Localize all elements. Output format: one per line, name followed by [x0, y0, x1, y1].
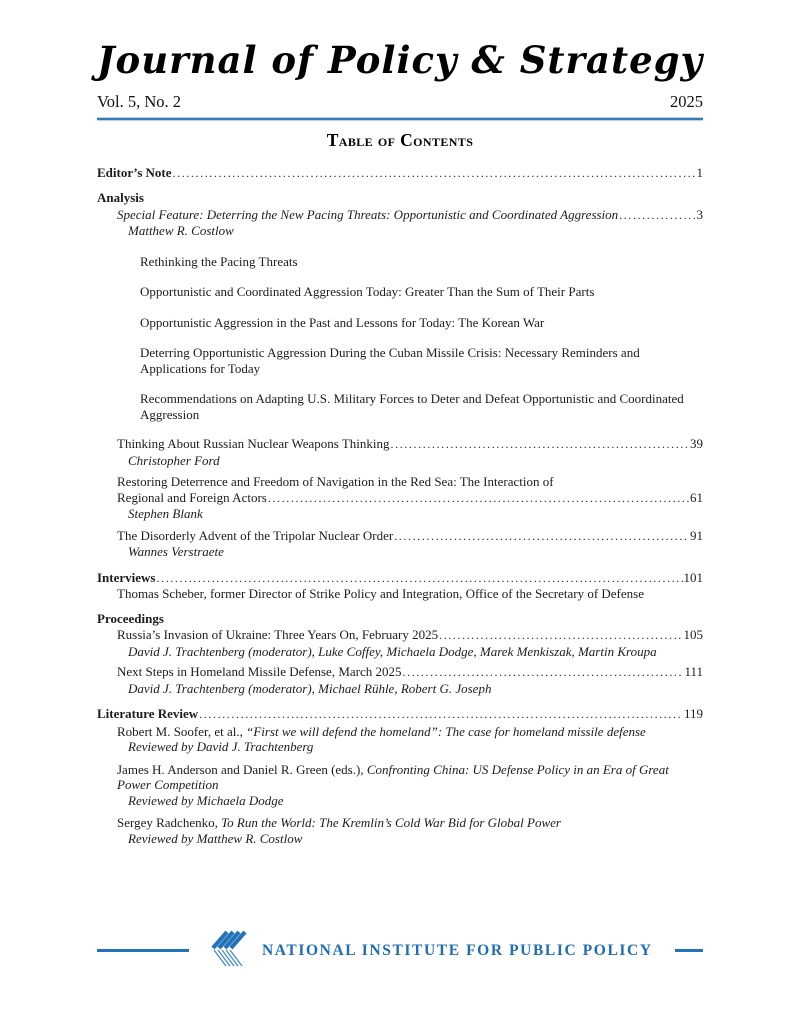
- volume-row: [97, 94, 703, 110]
- book-authors: Robert M. Soofer, et al.,: [117, 723, 247, 739]
- dot-leader: [619, 207, 695, 224]
- dot-leader: [391, 436, 689, 453]
- section-heading-analysis: Analysis: [97, 190, 144, 205]
- section-heading-literature-review: [97, 706, 703, 723]
- section-heading-label: Interviews: [97, 569, 156, 585]
- author-line: Christopher Ford: [128, 452, 220, 468]
- book-title: “First we will defend the homeland”: The case for homeland missile defense: [246, 723, 646, 739]
- footer-rule-left: [97, 949, 189, 953]
- book-authors: James H. Anderson and Daniel R. Green (eds.),: [117, 761, 367, 777]
- book-title: Confronting China: US Defense Policy in an Era of Great Power Competition: [117, 761, 669, 792]
- header-rule: [97, 117, 703, 122]
- toc-entry-title: Next Steps in Homeland Missile Defense, March 2025: [117, 664, 402, 679]
- page-number: 39: [690, 436, 703, 451]
- book-review-entry: [117, 724, 703, 740]
- dot-leader: [157, 570, 683, 587]
- toc-entry-title-line1: Restoring Deterrence and Freedom of Navigation in the Red Sea: The Interaction of: [117, 474, 554, 489]
- dot-leader: [403, 664, 684, 681]
- subtopic: Rethinking the Pacing Threats: [140, 253, 298, 269]
- section-heading-label: Literature Review: [97, 706, 199, 721]
- organization-name: NATIONAL INSTITUTE FOR PUBLIC POLICY: [262, 941, 653, 959]
- subtopic: Opportunistic Aggression in the Past and Lessons for Today: The Korean War: [140, 314, 545, 330]
- toc-entry-title: The Disorderly Advent of the Tripolar Nuclear Order: [117, 527, 394, 543]
- dot-leader: [439, 627, 682, 644]
- participants-line: David J. Trachtenberg (moderator), Michael Rühle, Robert G. Joseph: [128, 680, 492, 696]
- page-number: 61: [690, 489, 703, 505]
- author-line: Wannes Verstraete: [128, 544, 224, 559]
- book-title: To Run the World: The Kremlin’s Cold War Bid for Global Power: [221, 815, 561, 830]
- dot-leader: [268, 490, 689, 507]
- journal-title: Journal of Policy & Strategy: [97, 38, 703, 82]
- section-heading-interviews: [97, 570, 703, 587]
- page-number: 3: [696, 206, 703, 222]
- year-label: 2025: [670, 92, 703, 111]
- page-number: 105: [683, 627, 703, 642]
- reviewer-line: Reviewed by Matthew R. Costlow: [128, 830, 303, 846]
- toc-entry-article: [117, 490, 703, 507]
- footer-rule-right: [675, 949, 703, 953]
- page-number: 119: [683, 706, 703, 721]
- subtopic: Recommendations on Adapting U.S. Military Forces to Deter and Defeat Opportunistic and Coordinated Aggression: [140, 391, 684, 422]
- table-of-contents: [97, 165, 703, 847]
- page-number: 1: [696, 164, 703, 180]
- toc-title: Table of Contents: [326, 130, 474, 150]
- dot-leader: [199, 706, 683, 723]
- toc-entry-interview: Thomas Scheber, former Director of Strike Policy and Integration, Office of the Secretary of Defense: [117, 586, 644, 601]
- dot-leader: [394, 528, 689, 545]
- toc-entry-proceeding: [117, 664, 703, 681]
- nipp-logo-icon: [211, 929, 249, 973]
- toc-entry-article: [117, 436, 703, 453]
- page-number: 101: [683, 569, 703, 585]
- page-number: 91: [690, 527, 703, 543]
- toc-entry-title: Thinking About Russian Nuclear Weapons Thinking: [117, 436, 390, 451]
- page-number: 111: [684, 664, 703, 679]
- subtopic: Opportunistic and Coordinated Aggression Today: Greater Than the Sum of Their Parts: [140, 284, 595, 299]
- footer: [97, 929, 703, 973]
- dot-leader: [173, 165, 696, 182]
- author-line: Stephen Blank: [128, 506, 203, 521]
- section-heading-proceedings: Proceedings: [97, 610, 164, 626]
- toc-entry-editors-note: [97, 165, 703, 182]
- volume-label: Vol. 5, No. 2: [97, 92, 182, 111]
- reviewer-line: Reviewed by David J. Trachtenberg: [128, 739, 314, 754]
- toc-entry-title: Russia’s Invasion of Ukraine: Three Years On, February 2025: [117, 627, 439, 642]
- toc-entry-title-line2: Regional and Foreign Actors: [117, 489, 267, 505]
- toc-entry-article: [117, 528, 703, 545]
- book-authors: Sergey Radchenko,: [117, 815, 222, 830]
- toc-entry-special-feature: [117, 207, 703, 224]
- toc-entry-label: Editor’s Note: [97, 164, 172, 180]
- book-review-entry: [117, 815, 703, 831]
- toc-entry-proceeding: [117, 627, 703, 644]
- reviewer-line: Reviewed by Michaela Dodge: [128, 792, 284, 808]
- participants-line: David J. Trachtenberg (moderator), Luke Coffey, Michaela Dodge, Marek Menkiszak, Martin Kroupa: [128, 643, 657, 659]
- subtopic: Deterring Opportunistic Aggression During the Cuban Missile Crisis: Necessary Reminders and Applications for Today: [140, 345, 640, 376]
- book-review-entry: [117, 762, 703, 793]
- toc-entry-title: Special Feature: Deterring the New Pacing Threats: Opportunistic and Coordinated Aggression: [117, 206, 619, 222]
- author-line: Matthew R. Costlow: [128, 223, 234, 238]
